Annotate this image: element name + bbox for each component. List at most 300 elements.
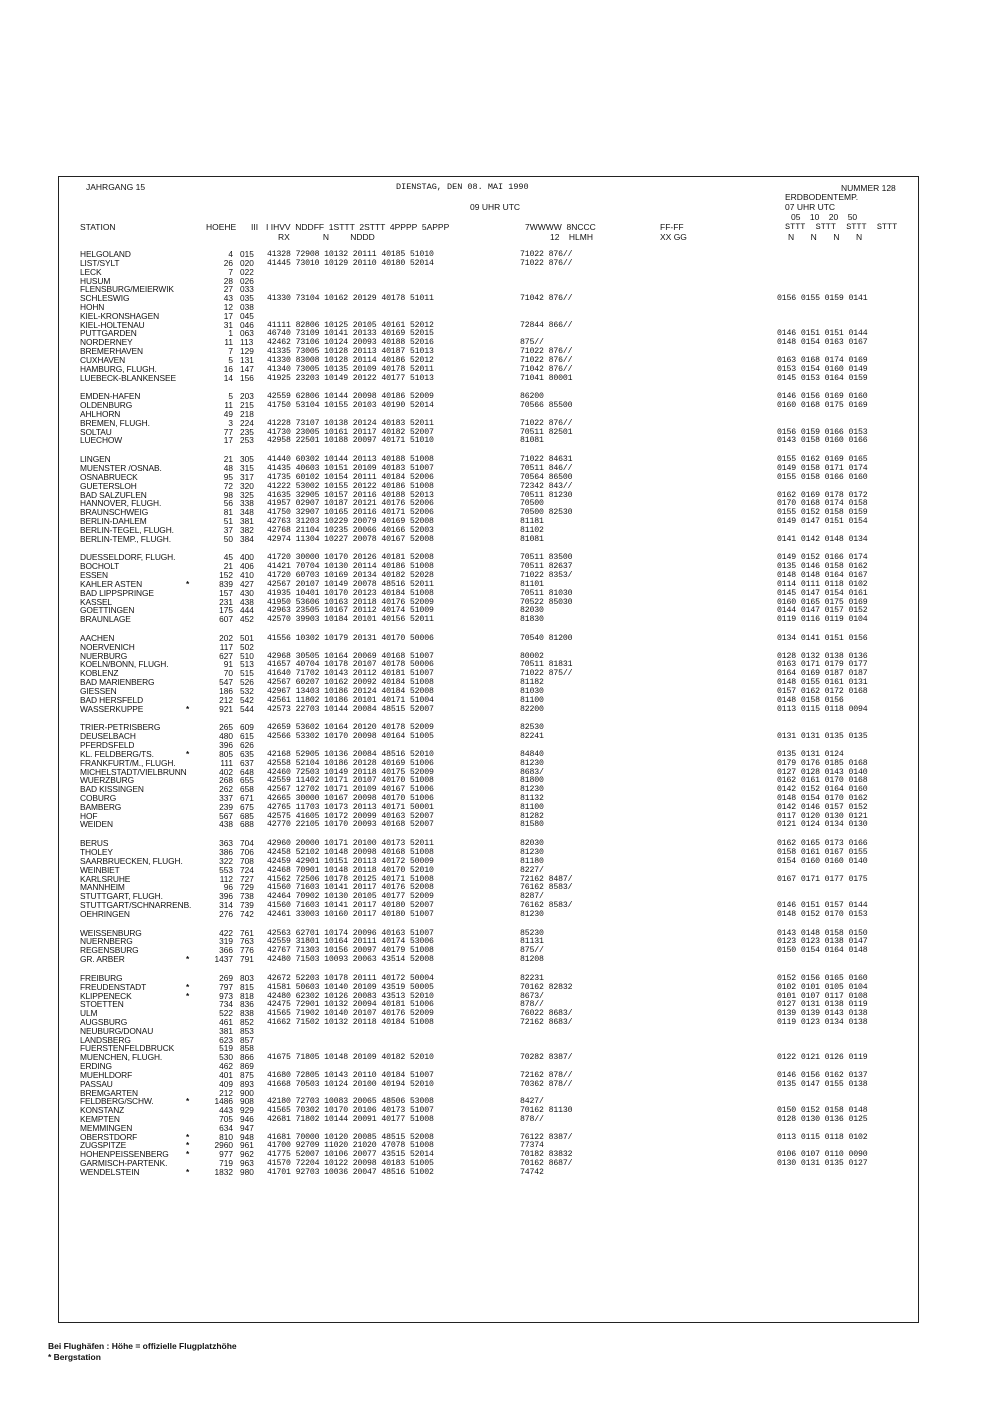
station-id: 708 xyxy=(240,855,254,866)
soil-temperatures: 0160 0165 0175 0169 xyxy=(777,597,868,607)
weather-groups: 71022 875// xyxy=(520,669,573,679)
column-station: STATION xyxy=(80,222,116,232)
table-row xyxy=(0,473,1000,482)
weather-groups: 70182 83832 xyxy=(520,1150,573,1160)
synop-groups: 42559 11402 10171 20107 40170 51008 xyxy=(267,776,434,786)
table-row xyxy=(0,687,1000,696)
station-height: 797 xyxy=(219,981,233,992)
station-height: 269 xyxy=(219,972,233,983)
station-id: 852 xyxy=(240,1017,254,1027)
station-name: HAMBURG, FLUGH. xyxy=(80,363,157,374)
station-name: BAD SALZUFLEN xyxy=(80,489,147,500)
weather-groups: 8287/ xyxy=(520,892,544,902)
station-id: 688 xyxy=(240,819,254,830)
station-height: 422 xyxy=(219,927,233,938)
station-id: 655 xyxy=(240,775,254,786)
soil-temperatures: 0145 0153 0164 0159 xyxy=(777,373,868,383)
synop-groups: 41111 82806 10125 20105 40161 52012 xyxy=(267,320,434,330)
synop-groups: 42458 52102 10148 20098 40168 51008 xyxy=(267,848,434,857)
synop-groups: 41701 92703 10036 20047 48516 51002 xyxy=(267,1167,434,1177)
station-name: FUERSTENFELDBRUCK xyxy=(80,1043,175,1054)
weather-groups: 71022 876// xyxy=(520,347,573,356)
column-soil: STTT STTT STTT STTT xyxy=(785,222,898,232)
station-id: 929 xyxy=(240,1105,254,1116)
station-height: 262 xyxy=(219,784,233,795)
station-height: 734 xyxy=(219,999,233,1010)
synop-groups: 46740 73109 10141 20133 40169 52015 xyxy=(267,329,434,339)
station-height: 72 xyxy=(223,480,233,491)
soil-temperatures: 0146 0151 0151 0144 xyxy=(777,329,868,339)
station-id: 526 xyxy=(240,677,254,688)
station-id: 980 xyxy=(240,1166,254,1177)
weather-groups: 878// xyxy=(520,1115,544,1124)
weather-groups: 71042 876// xyxy=(520,294,573,304)
weather-groups: 81230 xyxy=(520,848,544,857)
station-name: WENDELSTEIN xyxy=(80,1166,140,1177)
station-name: KIEL-KRONSHAGEN xyxy=(80,310,160,321)
station-id: 315 xyxy=(240,463,254,473)
weather-groups: 8673/ xyxy=(520,991,544,1001)
weather-groups: 71041 80001 xyxy=(520,373,573,383)
weather-groups: 74742 xyxy=(520,1167,544,1177)
weather-groups: 76162 8583/ xyxy=(520,883,573,893)
station-height: 16 xyxy=(223,363,233,374)
table-row xyxy=(0,705,1000,714)
station-height: 402 xyxy=(219,766,233,777)
table-row xyxy=(0,374,1000,383)
station-name: ZUGSPITZE xyxy=(80,1140,127,1151)
weather-groups: 82030 xyxy=(520,606,544,616)
column-height: HOEHE xyxy=(206,222,237,232)
synop-groups: 41640 71702 10143 20112 40181 51007 xyxy=(267,669,434,679)
station-id: 857 xyxy=(240,1034,254,1045)
station-id: 869 xyxy=(240,1061,254,1072)
station-id: 908 xyxy=(240,1096,254,1107)
station-id: 671 xyxy=(240,792,254,803)
synop-groups: 42462 73106 10124 20093 40188 52016 xyxy=(267,338,434,348)
weather-groups: 77374 xyxy=(520,1141,544,1151)
table-row xyxy=(0,606,1000,615)
station-id: 502 xyxy=(240,641,254,652)
station-name: GOETTINGEN xyxy=(80,605,135,616)
table-row xyxy=(0,1009,1000,1018)
station-height: 337 xyxy=(219,792,233,803)
station-id: 838 xyxy=(240,1008,254,1019)
station-id: 381 xyxy=(240,516,254,526)
station-id: 224 xyxy=(240,417,254,428)
station-id: 675 xyxy=(240,801,254,812)
station-id: 947 xyxy=(240,1122,254,1133)
station-name: WEISSENBURG xyxy=(80,927,142,938)
station-height: 14 xyxy=(223,372,233,383)
soil-temperatures: 0162 0165 0173 0166 xyxy=(777,839,868,849)
synop-groups: 42958 22501 10188 20097 40171 51010 xyxy=(267,436,434,446)
station-name: FREUDENSTADT xyxy=(80,981,147,992)
station-id: 803 xyxy=(240,972,254,983)
synop-groups: 41730 23005 10161 20117 40182 52007 xyxy=(267,427,434,437)
weather-groups: 70511 81030 xyxy=(520,588,573,598)
station-name: GUETERSLOH xyxy=(80,480,137,491)
synop-groups: 42765 11703 10173 20113 40171 50001 xyxy=(267,802,434,812)
table-row xyxy=(0,436,1000,445)
table-row xyxy=(0,1124,1000,1133)
mountain-marker: * xyxy=(186,1166,190,1177)
station-height: 5 xyxy=(228,354,233,365)
station-height: 4 xyxy=(228,249,233,259)
station-id: 147 xyxy=(240,363,254,374)
synop-groups: 42558 52104 10186 20128 40169 51006 xyxy=(267,758,434,768)
column-gust-line2: XX GG xyxy=(660,232,687,242)
weather-groups: 76122 8387/ xyxy=(520,1132,573,1142)
weather-groups: 70500 82530 xyxy=(520,508,573,518)
synop-groups: 42968 30505 10164 20069 40168 51007 xyxy=(267,651,434,661)
station-name: SAARBRUECKEN, FLUGH. xyxy=(80,855,183,866)
station-name: MICHELSTADT/VIELBRUNN xyxy=(80,766,187,777)
station-height: 322 xyxy=(219,855,233,866)
station-id: 510 xyxy=(240,650,254,661)
station-name: BAD HERSFELD xyxy=(80,694,144,705)
station-height: 77 xyxy=(223,426,233,437)
soil-temperatures: 0179 0176 0185 0168 xyxy=(777,758,868,768)
synop-groups: 41228 73107 10138 20124 40183 52011 xyxy=(267,418,434,428)
weather-groups: 81030 xyxy=(520,686,544,696)
station-name: KEMPTEN xyxy=(80,1114,120,1124)
table-row xyxy=(0,294,1000,303)
station-id: 626 xyxy=(240,740,254,750)
station-name: MEMMINGEN xyxy=(80,1122,133,1133)
station-height: 11 xyxy=(224,337,233,348)
station-name: HOHN xyxy=(80,301,105,312)
synop-groups: 41662 71502 10132 20118 40184 51008 xyxy=(267,1018,434,1027)
synop-groups: 41330 73104 10162 20129 40178 51011 xyxy=(267,294,434,304)
station-name: THOLEY xyxy=(80,847,113,857)
station-height: 212 xyxy=(219,694,233,705)
synop-groups: 42570 39903 10184 20101 40156 52011 xyxy=(267,615,434,625)
table-row xyxy=(0,1133,1000,1142)
station-id: 946 xyxy=(240,1114,254,1124)
station-height: 231 xyxy=(219,596,233,607)
soil-temperatures: 0152 0156 0165 0160 xyxy=(777,973,868,983)
weather-groups: 81102 xyxy=(520,525,544,535)
synop-groups: 42573 22703 10144 20084 48515 52007 xyxy=(267,704,434,714)
table-row xyxy=(0,1159,1000,1168)
station-id: 045 xyxy=(240,310,254,321)
station-name: LANDSBERG xyxy=(80,1034,131,1045)
station-id: 875 xyxy=(240,1069,254,1080)
station-height: 17 xyxy=(223,435,233,446)
station-name: STOETTEN xyxy=(80,999,124,1010)
synop-groups: 42566 53302 10170 20098 40164 51005 xyxy=(267,732,434,742)
weather-groups: 8427/ xyxy=(520,1097,544,1107)
mountain-marker: * xyxy=(186,1096,190,1107)
station-id: 253 xyxy=(240,435,254,446)
station-id: 685 xyxy=(240,810,254,821)
station-height: 265 xyxy=(219,722,233,733)
station-height: 461 xyxy=(219,1017,233,1027)
soil-temperatures: 0148 0158 0156 xyxy=(777,695,844,705)
station-name: PFERDSFELD xyxy=(80,740,135,750)
station-id: 203 xyxy=(240,391,254,402)
soil-temp-title: ERDBODENTEMP. xyxy=(785,192,859,202)
station-name: BOCHOLT xyxy=(80,561,120,572)
station-height: 157 xyxy=(219,587,233,598)
station-name: KLIPPENECK xyxy=(80,990,132,1001)
synop-groups: 41668 70503 10124 20100 40194 52010 xyxy=(267,1079,434,1089)
soil-temperatures: 0149 0158 0171 0174 xyxy=(777,464,868,473)
synop-groups: 42468 70901 10148 20118 40170 52010 xyxy=(267,865,434,875)
station-id: 544 xyxy=(240,703,254,714)
weather-groups: 71022 876// xyxy=(520,258,573,268)
soil-temperatures: 0155 0152 0158 0159 xyxy=(777,508,868,518)
weather-groups: 70511 81230 xyxy=(520,490,573,500)
station-id: 962 xyxy=(240,1149,254,1160)
synop-groups: 42464 70902 10130 20105 40177 52009 xyxy=(267,892,434,902)
station-height: 3 xyxy=(228,417,233,428)
date-label: DIENSTAG, DEN 08. MAI 1990 xyxy=(396,182,529,192)
table-row xyxy=(0,937,1000,946)
weather-groups: 72162 8487/ xyxy=(520,874,573,884)
station-name: BRAUNLAGE xyxy=(80,614,131,625)
soil-temperatures: 0162 0169 0178 0172 xyxy=(777,490,868,500)
table-row xyxy=(0,312,1000,321)
weather-groups: 81132 xyxy=(520,793,544,803)
station-height: 43 xyxy=(223,293,233,304)
soil-temperatures: 0148 0152 0170 0153 xyxy=(777,909,868,919)
station-height: 7 xyxy=(228,346,233,356)
station-name: KAHLER ASTEN xyxy=(80,578,143,589)
table-row xyxy=(0,464,1000,473)
station-name: PASSAU xyxy=(80,1078,113,1089)
station-height: 623 xyxy=(219,1034,233,1045)
soil-temperatures: 0135 0146 0158 0162 xyxy=(777,562,868,572)
synop-groups: 41657 40704 10178 20107 40178 50006 xyxy=(267,660,434,670)
soil-temperatures: 0153 0154 0160 0149 xyxy=(777,364,868,374)
soil-temperatures: 0148 0148 0164 0167 xyxy=(777,571,868,581)
station-height: 627 xyxy=(219,650,233,661)
synop-groups: 42563 62701 10174 20096 40163 51007 xyxy=(267,928,434,938)
synop-groups: 42960 20000 10171 20100 40173 52011 xyxy=(267,839,434,849)
soil-temperatures: 0146 0156 0162 0137 xyxy=(777,1070,868,1080)
station-height: 112 xyxy=(219,873,233,884)
station-name: TRIER-PETRISBERG xyxy=(80,722,161,733)
station-id: 452 xyxy=(240,614,254,625)
soil-temperatures: 0155 0162 0169 0165 xyxy=(777,455,868,465)
station-name: GIESSEN xyxy=(80,685,117,696)
weather-groups: 82200 xyxy=(520,704,544,714)
station-id: 382 xyxy=(240,524,254,535)
soil-temperatures: 0127 0128 0143 0140 xyxy=(777,767,868,777)
soil-temperatures: 0160 0168 0175 0169 xyxy=(777,401,868,411)
station-name: KL. FELDBERG/TS. xyxy=(80,748,154,759)
weather-groups: 86200 xyxy=(520,392,544,402)
station-height: 175 xyxy=(219,605,233,616)
soil-temperatures: 0149 0152 0166 0174 xyxy=(777,553,868,563)
station-height: 567 xyxy=(219,810,233,821)
synop-groups: 41440 60302 10144 20113 40188 51008 xyxy=(267,455,434,465)
station-height: 26 xyxy=(223,257,233,268)
station-name: BREMEN, FLUGH. xyxy=(80,417,150,428)
soil-temperatures: 0157 0162 0172 0168 xyxy=(777,686,868,696)
table-row xyxy=(0,1000,1000,1009)
station-height: 212 xyxy=(219,1087,233,1098)
station-id: 836 xyxy=(240,999,254,1010)
table-row xyxy=(0,955,1000,964)
table-row xyxy=(0,571,1000,580)
station-id: 761 xyxy=(240,927,254,938)
soil-temperatures: 0135 0131 0124 xyxy=(777,749,844,759)
station-id: 704 xyxy=(240,838,254,849)
station-height: 91 xyxy=(223,659,233,670)
station-name: DUESSELDORF, FLUGH. xyxy=(80,552,176,563)
station-height: 396 xyxy=(219,891,233,902)
mountain-marker: * xyxy=(186,1140,190,1151)
soil-temperatures: 0155 0158 0166 0160 xyxy=(777,472,868,482)
soil-temperatures: 0156 0159 0166 0153 xyxy=(777,427,868,437)
weather-groups: 81830 xyxy=(520,615,544,625)
observation-time: 09 UHR UTC xyxy=(470,202,521,212)
station-height: 381 xyxy=(219,1025,233,1036)
station-height: 70 xyxy=(223,668,233,679)
weather-groups: 81208 xyxy=(520,955,544,964)
soil-temperatures: 0122 0121 0126 0119 xyxy=(777,1053,868,1063)
station-name: MUEHLDORF xyxy=(80,1069,133,1080)
station-name: STUTTGART, FLUGH. xyxy=(80,891,163,902)
station-name: GARMISCH-PARTENK. xyxy=(80,1158,168,1169)
table-row xyxy=(0,508,1000,517)
table-row xyxy=(0,535,1000,544)
soil-temperatures: 0119 0116 0119 0104 xyxy=(777,615,868,625)
table-row xyxy=(0,1080,1000,1089)
station-name: BAD LIPPSPRINGE xyxy=(80,587,154,598)
soil-temperatures: 0146 0151 0157 0144 xyxy=(777,900,868,910)
station-name: GR. ARBER xyxy=(80,954,125,964)
weather-groups: 81230 xyxy=(520,758,544,768)
station-id: 218 xyxy=(240,408,254,419)
station-height: 366 xyxy=(219,945,233,956)
synop-groups: 42559 31801 10164 20111 40174 53006 xyxy=(267,937,434,947)
station-id: 637 xyxy=(240,757,254,768)
table-row xyxy=(0,929,1000,938)
weather-groups: 81180 xyxy=(520,856,544,866)
station-id: 063 xyxy=(240,328,254,339)
station-id: 338 xyxy=(240,498,254,509)
soil-temperatures: 0162 0161 0170 0168 xyxy=(777,776,868,786)
station-id: 444 xyxy=(240,605,254,616)
station-name: MANNHEIM xyxy=(80,882,125,893)
station-name: EMDEN-HAFEN xyxy=(80,391,141,402)
station-height: 48 xyxy=(223,463,233,473)
station-height: 396 xyxy=(219,740,233,750)
station-height: 111 xyxy=(220,757,233,768)
station-name: KOELN/BONN, FLUGH. xyxy=(80,659,169,670)
station-name: BAD MARIENBERG xyxy=(80,677,155,688)
synop-groups: 41935 10401 10170 20123 40184 51008 xyxy=(267,588,434,598)
synop-groups: 41750 32907 10165 20116 40171 52006 xyxy=(267,508,434,518)
table-row xyxy=(0,250,1000,259)
synop-groups: 42665 30000 10167 20098 40170 51006 xyxy=(267,793,434,803)
station-name: AHLHORN xyxy=(80,408,121,419)
mountain-marker: * xyxy=(186,1149,190,1160)
table-row xyxy=(0,285,1000,294)
station-id: 658 xyxy=(240,784,254,795)
station-name: BRAUNSCHWEIG xyxy=(80,507,149,518)
soil-temperatures: 0114 0111 0118 0102 xyxy=(777,579,868,589)
station-id: 501 xyxy=(240,633,254,643)
station-name: OLDENBURG xyxy=(80,400,133,411)
station-name: ULM xyxy=(80,1008,98,1019)
table-row xyxy=(0,901,1000,910)
table-row xyxy=(0,946,1000,955)
station-name: DEUSELBACH xyxy=(80,731,136,742)
soil-temperatures: 0131 0131 0135 0135 xyxy=(777,732,868,742)
station-height: 2960 xyxy=(214,1140,233,1151)
synop-groups: 42480 71503 10093 20063 43514 52008 xyxy=(267,955,434,964)
weather-groups: 81100 xyxy=(520,695,544,705)
station-id: 866 xyxy=(240,1052,254,1063)
weather-groups: 71022 876// xyxy=(520,250,573,259)
column-gust: FF-FF xyxy=(660,222,684,232)
soil-temperatures: 0148 0155 0161 0131 xyxy=(777,678,868,688)
station-id: 215 xyxy=(240,400,254,411)
soil-temperatures: 0102 0101 0105 0104 xyxy=(777,982,868,992)
station-id: 776 xyxy=(240,945,254,956)
weather-groups: 82241 xyxy=(520,732,544,742)
table-row xyxy=(0,812,1000,821)
weather-groups: 81282 xyxy=(520,811,544,821)
soil-temperatures: 0123 0123 0138 0147 xyxy=(777,937,868,947)
weather-groups: 81800 xyxy=(520,776,544,786)
mountain-marker: * xyxy=(186,954,190,964)
synop-groups: 42681 71802 10144 20091 40177 51008 xyxy=(267,1115,434,1124)
station-name: PUTTGARDEN xyxy=(80,328,137,339)
station-height: 239 xyxy=(219,801,233,812)
synop-groups: 41556 10302 10179 20131 40170 50006 xyxy=(267,634,434,643)
weather-groups: 71022 876// xyxy=(520,418,573,428)
synop-groups: 41720 30000 10170 20126 40181 52008 xyxy=(267,553,434,563)
station-id: 020 xyxy=(240,257,254,268)
station-id: 400 xyxy=(240,552,254,563)
station-id: 727 xyxy=(240,873,254,884)
station-id: 742 xyxy=(240,908,254,919)
weather-groups: 70511 82637 xyxy=(520,562,573,572)
soil-temperatures: 0142 0152 0164 0160 xyxy=(777,785,868,795)
synop-groups: 41330 83008 10128 20114 40186 52012 xyxy=(267,355,434,365)
station-id: 815 xyxy=(240,981,254,992)
synop-groups: 41735 60102 10154 20111 40184 52006 xyxy=(267,472,434,482)
weather-groups: 71022 8353/ xyxy=(520,571,573,581)
synop-groups: 42974 11304 10227 20078 40167 52008 xyxy=(267,534,434,544)
table-row xyxy=(0,910,1000,919)
synop-groups: 42461 33003 10160 20117 40180 51007 xyxy=(267,909,434,919)
station-name: FRANKFURT/M., FLUGH. xyxy=(80,757,176,768)
weather-groups: 81081 xyxy=(520,436,544,446)
soil-temperatures: 0101 0107 0117 0108 xyxy=(777,991,868,1001)
table-row xyxy=(0,401,1000,410)
station-id: 035 xyxy=(240,293,254,304)
station-height: 1437 xyxy=(214,954,233,964)
station-name: NOERVENICH xyxy=(80,641,135,652)
table-row xyxy=(0,419,1000,428)
station-name: ESSEN xyxy=(80,570,108,581)
footer-mountain-note: * Bergstation xyxy=(48,1352,101,1362)
soil-temperatures: 0130 0131 0135 0127 xyxy=(777,1159,868,1169)
table-row xyxy=(0,857,1000,866)
station-id: 515 xyxy=(240,668,254,679)
station-id: 113 xyxy=(240,337,254,348)
table-row xyxy=(0,338,1000,347)
weather-groups: 81101 xyxy=(520,579,544,589)
station-height: 319 xyxy=(219,936,233,947)
